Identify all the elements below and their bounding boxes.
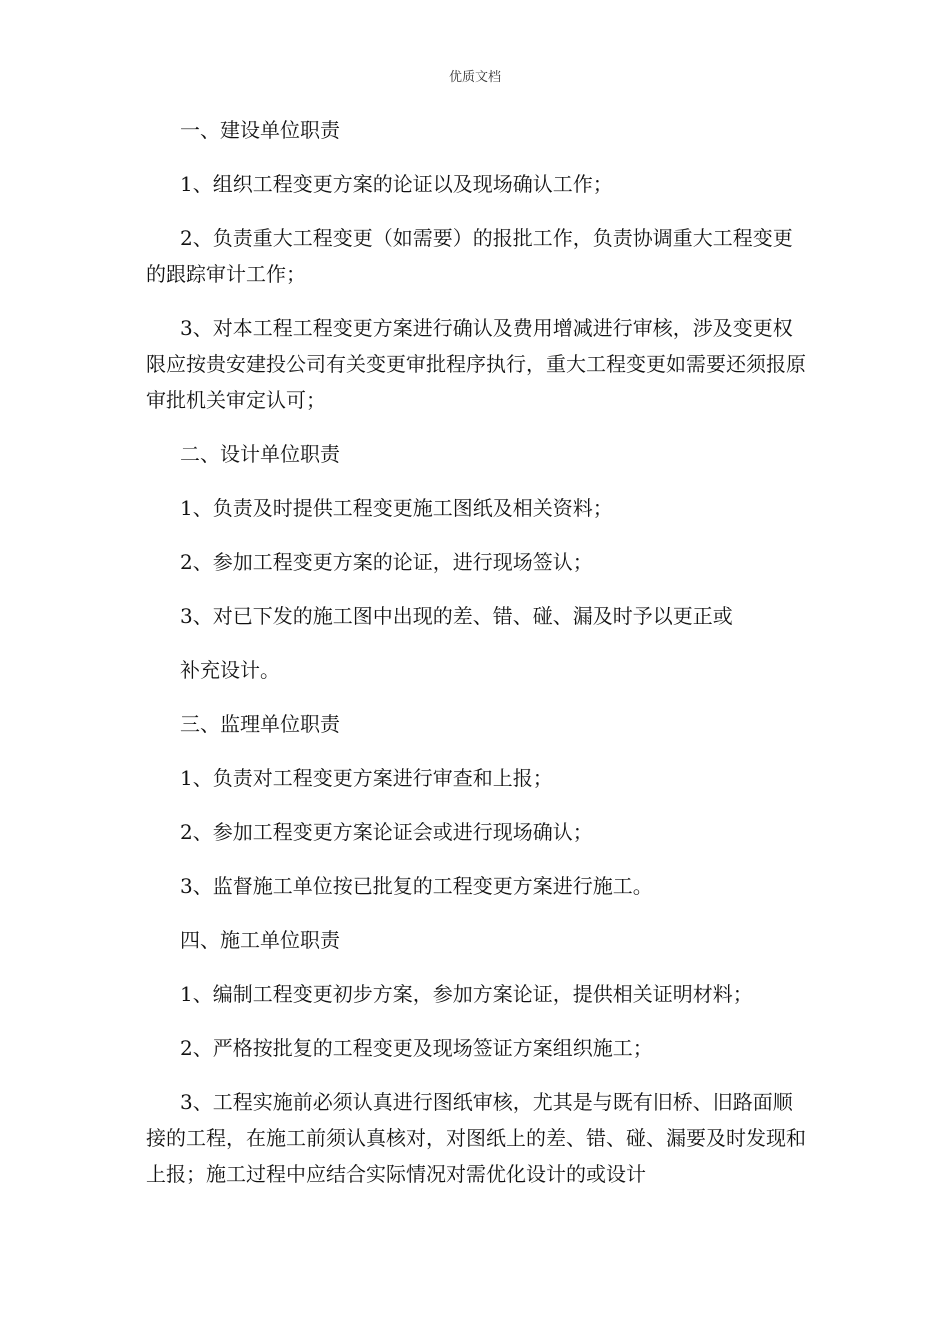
paragraph-continuation: 补充设计。 <box>180 658 280 682</box>
paragraph: 1、负责及时提供工程变更施工图纸及相关资料； <box>180 496 613 520</box>
paragraph: 3、对本工程工程变更方案进行确认及费用增减进行审核，涉及变更权限应按贵安建投公司有关变更审批程序执行，重大工程变更如需要还须报原审批机关审定认可； <box>146 316 806 412</box>
paragraph: 3、对已下发的施工图中出现的差、错、碰、漏及时予以更正或 <box>180 604 733 628</box>
paragraph: 2、负责重大工程变更（如需要）的报批工作，负责协调重大工程变更的跟踪审计工作； <box>146 226 793 286</box>
section-heading-4: 四、施工单位职责 <box>180 928 340 952</box>
paragraph: 3、工程实施前必须认真进行图纸审核，尤其是与既有旧桥、旧路面顺接的工程，在施工前须认真核对，对图纸上的差、错、碰、漏要及时发现和上报；施工过程中应结合实际情况对需优化设计的或设计 <box>146 1090 806 1186</box>
page-header: 优质文档 <box>448 70 501 85</box>
paragraph: 2、参加工程变更方案论证会或进行现场确认； <box>180 820 593 844</box>
paragraph: 3、监督施工单位按已批复的工程变更方案进行施工。 <box>180 874 653 898</box>
section-heading-2: 二、设计单位职责 <box>180 442 340 466</box>
paragraph: 2、严格按批复的工程变更及现场签证方案组织施工； <box>180 1036 653 1060</box>
section-heading-3: 三、监理单位职责 <box>180 712 340 736</box>
paragraph: 1、负责对工程变更方案进行审查和上报； <box>180 766 553 790</box>
paragraph: 1、组织工程变更方案的论证以及现场确认工作； <box>180 172 613 196</box>
paragraph: 1、编制工程变更初步方案，参加方案论证，提供相关证明材料； <box>180 982 753 1006</box>
document-body <box>146 112 806 1192</box>
paragraph: 2、参加工程变更方案的论证，进行现场签认； <box>180 550 593 574</box>
section-heading-1: 一、建设单位职责 <box>180 118 340 142</box>
